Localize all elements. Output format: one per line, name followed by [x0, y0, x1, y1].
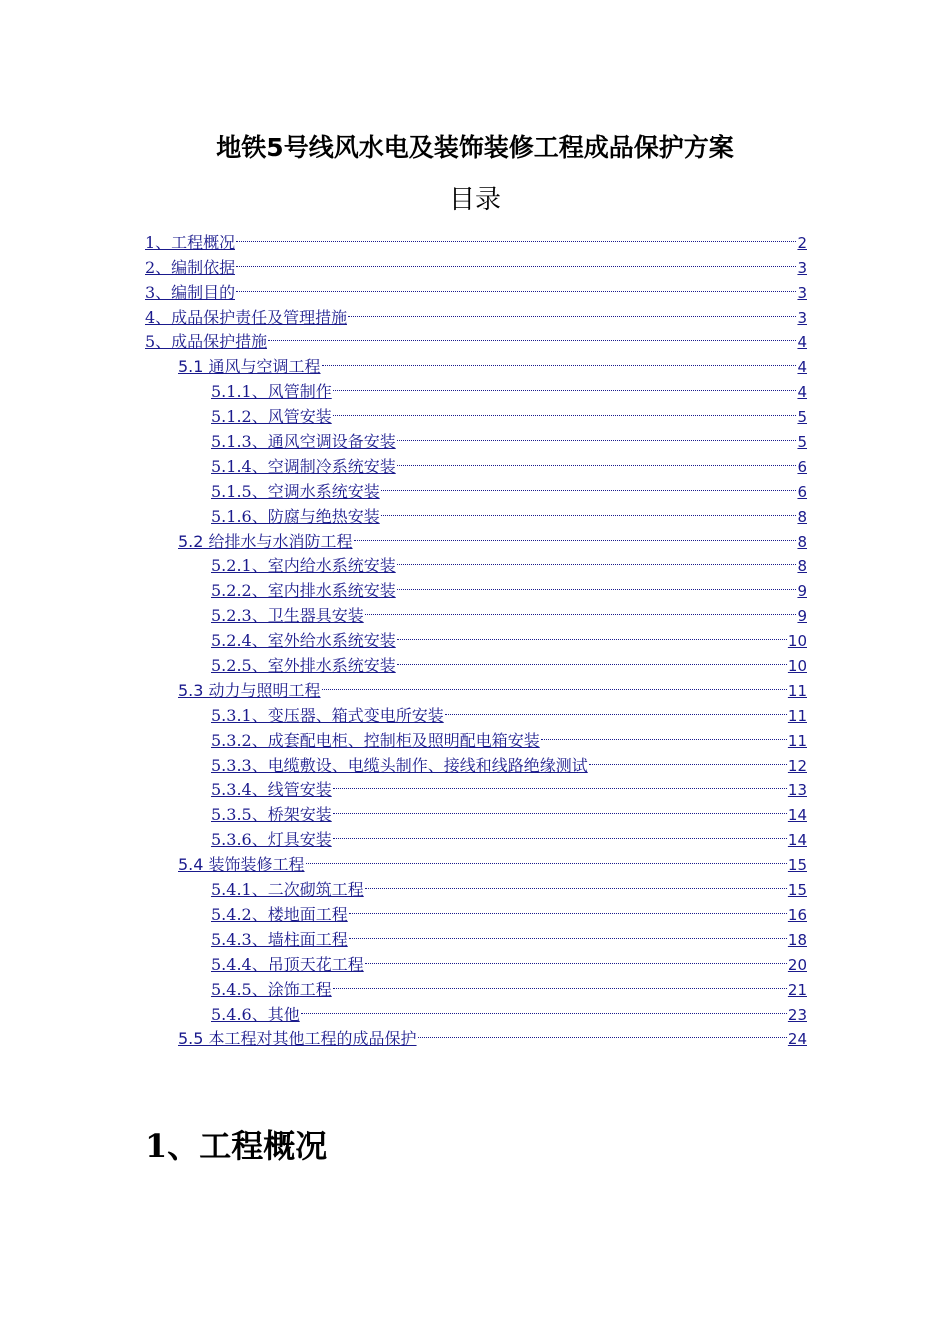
toc-entry-label[interactable]: 5.4.2、楼地面工程: [211, 904, 348, 924]
document-title: 地铁5号线风水电及装饰装修工程成品保护方案: [216, 133, 734, 162]
toc-entry[interactable]: [145, 298, 807, 327]
toc-entry-page-number[interactable]: 3: [797, 283, 807, 302]
toc-entry-page-number[interactable]: 20: [787, 955, 807, 974]
toc-dot-leader: [333, 970, 787, 995]
toc-entry-page-number[interactable]: 18: [787, 930, 807, 949]
toc-dot-leader: [397, 547, 797, 572]
toc-entry-page-number[interactable]: 23: [787, 1005, 807, 1024]
toc-entry-label[interactable]: 5.4.5、涂饰工程: [211, 979, 332, 999]
toc-dot-leader: [397, 571, 797, 596]
toc-entry-label[interactable]: 5.1.4、空调制冷系统安装: [211, 456, 396, 476]
toc-entry-page-number[interactable]: 14: [787, 831, 807, 850]
toc-dot-leader: [397, 646, 787, 671]
toc-dot-leader: [397, 447, 797, 472]
toc-entry-label[interactable]: 5.1.2、风管安装: [211, 407, 332, 427]
toc-dot-leader: [418, 1020, 787, 1045]
toc-dot-leader: [333, 771, 787, 796]
toc-entry-page-number[interactable]: 9: [797, 607, 807, 626]
toc-entry-label[interactable]: 5.2.2、室内排水系统安装: [211, 581, 396, 601]
toc-entry-page-number[interactable]: 2: [797, 233, 807, 252]
toc-dot-leader: [365, 945, 787, 970]
toc-dot-leader: [589, 746, 787, 771]
toc-entry-label[interactable]: 3、编制目的: [145, 282, 236, 302]
toc-entry-label[interactable]: 5.2.1、室内给水系统安装: [211, 556, 396, 576]
toc-entry-page-number[interactable]: 8: [797, 507, 807, 526]
toc-entry-page-number[interactable]: 15: [787, 881, 807, 900]
toc-entry-page-number[interactable]: 11: [787, 731, 807, 750]
toc-dot-leader: [381, 472, 797, 497]
toc-entry-label[interactable]: 5.2.3、卫生器具安装: [211, 606, 364, 626]
toc-dot-leader: [236, 273, 796, 298]
toc-entry-page-number[interactable]: 16: [787, 905, 807, 924]
toc-dot-leader: [236, 223, 796, 248]
toc-entry-page-number[interactable]: 12: [787, 756, 807, 775]
toc-entry-page-number[interactable]: 11: [787, 706, 807, 725]
toc-entry-label[interactable]: 5.3 动力与照明工程: [178, 680, 321, 700]
toc-dot-leader: [541, 721, 787, 746]
toc-dot-leader: [306, 845, 787, 870]
toc-entry-label[interactable]: 5.3.4、线管安装: [211, 780, 332, 800]
toc-entry-label[interactable]: 5.1.5、空调水系统安装: [211, 481, 380, 501]
toc-entry-label[interactable]: 5.1.1、风管制作: [211, 382, 332, 402]
toc-entry-label[interactable]: 2、编制依据: [145, 257, 236, 277]
toc-entry-page-number[interactable]: 9: [797, 582, 807, 601]
toc-entry[interactable]: [145, 248, 807, 277]
toc-entry-label[interactable]: 5.4.1、二次砌筑工程: [211, 880, 364, 900]
toc-entry-page-number[interactable]: 15: [787, 856, 807, 875]
toc-dot-leader: [445, 696, 787, 721]
toc-entry-page-number[interactable]: 6: [797, 457, 807, 476]
toc-entry-page-number[interactable]: 3: [797, 308, 807, 327]
toc-entry-page-number[interactable]: 4: [797, 383, 807, 402]
toc-entry-page-number[interactable]: 10: [787, 657, 807, 676]
toc-entry-label[interactable]: 1、工程概况: [145, 232, 236, 252]
toc-entry-page-number[interactable]: 4: [797, 333, 807, 352]
table-of-contents: [145, 223, 807, 1049]
toc-entry-label[interactable]: 5.2 给排水与水消防工程: [178, 531, 353, 551]
toc-entry-page-number[interactable]: 11: [787, 681, 807, 700]
toc-entry[interactable]: [145, 273, 807, 302]
toc-dot-leader: [333, 372, 797, 397]
toc-entry-page-number[interactable]: 6: [797, 482, 807, 501]
toc-dot-leader: [333, 397, 797, 422]
toc-dot-leader: [365, 596, 797, 621]
toc-entry-label[interactable]: 5、成品保护措施: [145, 332, 268, 352]
toc-dot-leader: [268, 323, 796, 348]
toc-entry-page-number[interactable]: 24: [787, 1030, 807, 1049]
toc-entry-label[interactable]: 5.3.3、电缆敷设、电缆头制作、接线和线路绝缘测试: [211, 755, 588, 775]
toc-entry-page-number[interactable]: 4: [797, 358, 807, 377]
toc-entry-label[interactable]: 5.1 通风与空调工程: [178, 357, 321, 377]
toc-dot-leader: [333, 795, 787, 820]
toc-entry-page-number[interactable]: 10: [787, 632, 807, 651]
toc-entry-label[interactable]: 5.5 本工程对其他工程的成品保护: [178, 1029, 417, 1049]
toc-entry-page-number[interactable]: 5: [797, 433, 807, 452]
toc-entry-label[interactable]: 5.3.5、桥架安装: [211, 805, 332, 825]
toc-entry-label[interactable]: 5.3.1、变压器、箱式变电所安装: [211, 705, 444, 725]
toc-entry-page-number[interactable]: 8: [797, 557, 807, 576]
toc-entry-label[interactable]: 5.2.5、室外排水系统安装: [211, 656, 396, 676]
toc-dot-leader: [354, 522, 797, 547]
toc-dot-leader: [301, 995, 787, 1020]
toc-entry-label[interactable]: 5.1.3、通风空调设备安装: [211, 432, 396, 452]
toc-dot-leader: [381, 497, 797, 522]
toc-entry-label[interactable]: 5.4 装饰装修工程: [178, 855, 305, 875]
toc-entry-page-number[interactable]: 8: [797, 532, 807, 551]
toc-entry-page-number[interactable]: 5: [797, 408, 807, 427]
toc-entry-page-number[interactable]: 21: [787, 980, 807, 999]
toc-dot-leader: [333, 820, 787, 845]
toc-entry-label[interactable]: 5.4.4、吊顶天花工程: [211, 954, 364, 974]
toc-entry-label[interactable]: 5.3.2、成套配电柜、控制柜及照明配电箱安装: [211, 730, 540, 750]
toc-dot-leader: [236, 248, 796, 273]
toc-dot-leader: [349, 895, 787, 920]
toc-dot-leader: [322, 347, 797, 372]
toc-entry-label[interactable]: 5.4.3、墙柱面工程: [211, 929, 348, 949]
toc-dot-leader: [348, 298, 796, 323]
toc-entry[interactable]: [145, 223, 807, 252]
toc-dot-leader: [397, 422, 797, 447]
toc-entry-page-number[interactable]: 13: [787, 781, 807, 800]
toc-entry-label[interactable]: 4、成品保护责任及管理措施: [145, 307, 348, 327]
toc-entry-label[interactable]: 5.1.6、防腐与绝热安装: [211, 506, 380, 526]
toc-entry-label[interactable]: 5.3.6、灯具安装: [211, 830, 332, 850]
toc-entry-label[interactable]: 5.4.6、其他: [211, 1004, 300, 1024]
toc-entry-page-number[interactable]: 14: [787, 806, 807, 825]
toc-dot-leader: [349, 920, 787, 945]
toc-dot-leader: [397, 621, 787, 646]
toc-entry-label[interactable]: 5.2.4、室外给水系统安装: [211, 631, 396, 651]
section-heading: 1、工程概况: [145, 1127, 328, 1165]
toc-heading: 目录: [448, 185, 501, 215]
toc-entry-page-number[interactable]: 3: [797, 258, 807, 277]
toc-dot-leader: [322, 671, 787, 696]
toc-dot-leader: [365, 870, 787, 895]
